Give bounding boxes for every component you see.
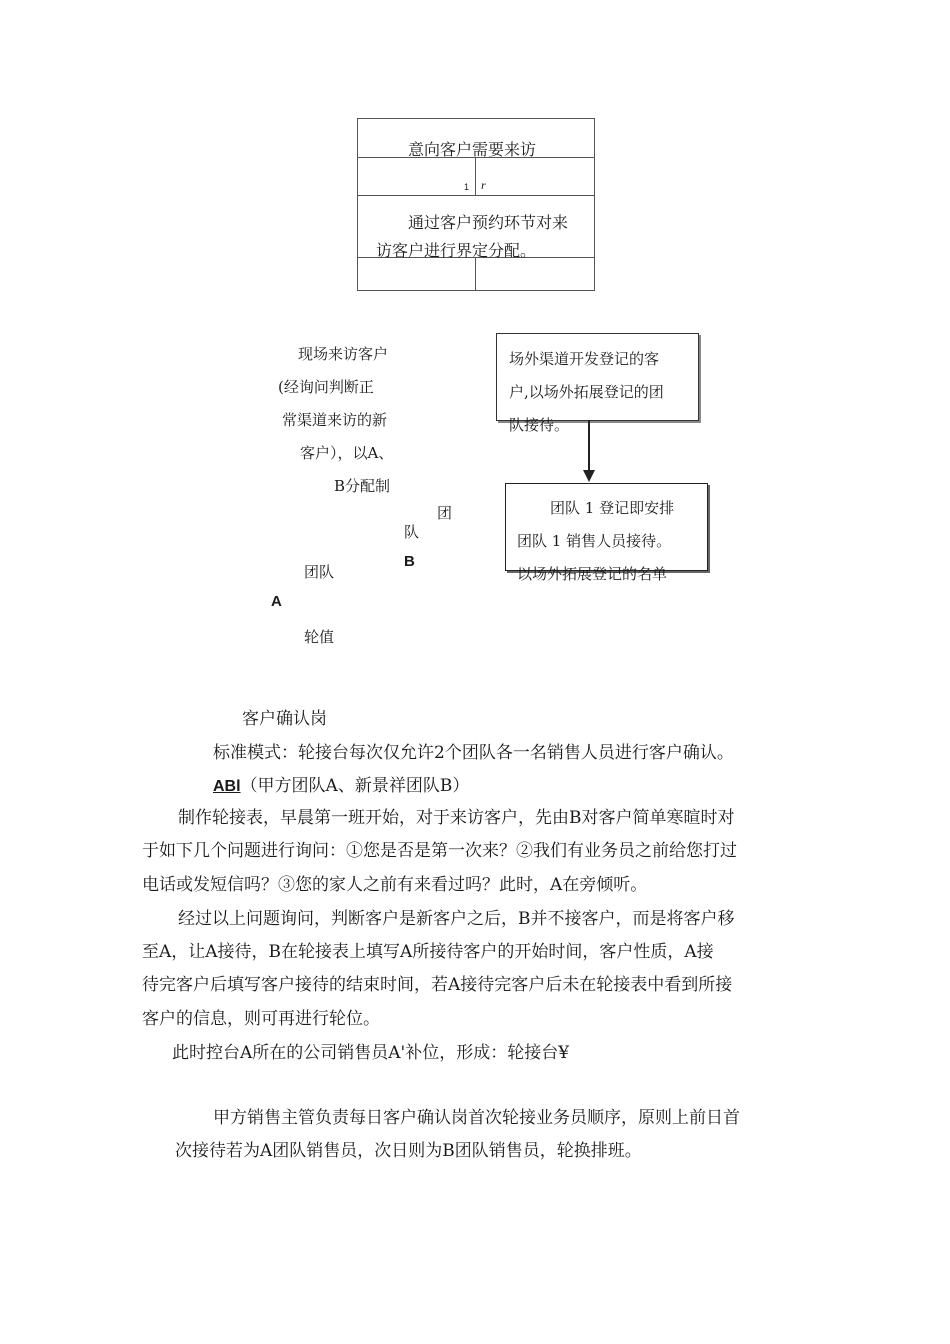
section-heading: 客户确认岗 — [242, 709, 327, 729]
team-b-label: 团 — [437, 504, 453, 522]
box-text: 户,以场外拓展登记的团 — [509, 383, 664, 401]
paragraph-line: 待完客户后填写客户接待的结束时间，若A接待完客户后未在轮接表中看到所接 — [142, 975, 733, 995]
team-a-label: A — [271, 593, 282, 610]
flow-text: (经询问判断正 — [278, 378, 374, 396]
paragraph-line: 制作轮接表，早晨第一班开始，对于来访客户，先由B对客户简单寒暄时对 — [178, 808, 735, 828]
arrow-head-icon — [583, 470, 595, 482]
paragraph-line: 甲方销售主管负责每日客户确认岗首次轮接业务员顺序，原则上前日首 — [213, 1108, 740, 1128]
paragraph-line: 于如下几个问题进行询问：①您是否是第一次来？②我们有业务员之前给您打过 — [142, 841, 737, 861]
ab-text: （甲方团队A、新景祥团队B） — [240, 776, 470, 796]
table-column-divider — [475, 157, 476, 195]
paragraph — [213, 771, 469, 796]
box-text: 团队 1 销售人员接待。 — [517, 532, 672, 550]
table-divider — [358, 195, 594, 196]
paragraph-line: 经过以上问题询问，判断客户是新客户之后，B并不接客户，而是将客户移 — [178, 909, 735, 929]
flow-text: 常渠道来访的新 — [282, 411, 388, 429]
offsite-channel-box — [496, 333, 699, 421]
table-title: 意向客户需要来访 — [408, 140, 537, 159]
flow-text: 现场来访客户 — [298, 345, 389, 363]
flow-text: B分配制 — [334, 477, 391, 495]
box-text: 团队 1 登记即安排 — [550, 499, 675, 517]
paragraph-line: 至A，让A接待，B在轮接表上填写A所接待客户的开始时间，客户性质，A接 — [142, 942, 714, 962]
paragraph-line: 次接待若为A团队销售员，次日则为B团队销售员，轮换排班。 — [175, 1141, 642, 1161]
table-column-divider — [475, 257, 476, 290]
ab-label: ABl — [213, 778, 241, 795]
table-mark: 1 — [464, 182, 470, 192]
paragraph-line: 此时控台A所在的公司销售员A'补位，形成：轮接台¥ — [172, 1043, 570, 1063]
team-b-label: 队 — [404, 523, 420, 541]
team-b-label: B — [404, 553, 415, 570]
flow-table — [357, 118, 595, 291]
team-a-label: 团队 — [304, 563, 335, 581]
table-mark: r — [481, 178, 486, 192]
paragraph-line: 电话或发短信吗？③您的家人之前有来看过吗？此时，A在旁倾听。 — [142, 875, 648, 895]
box-text: 队接待。 — [509, 416, 570, 434]
table-text: 访客户进行界定分配。 — [376, 241, 537, 260]
box-text: 以场外拓展登记的名单 — [517, 565, 668, 583]
rotation-label: 轮值 — [304, 628, 335, 646]
flow-text: 客户），以A、 — [300, 444, 394, 462]
paragraph: 标准模式：轮接台每次仅允许2个团队各一名销售人员进行客户确认。 — [213, 743, 734, 763]
paragraph-line: 客户的信息，则可再进行轮位。 — [142, 1009, 380, 1029]
table-text: 通过客户预约环节对来 — [408, 213, 569, 232]
flow-arrow — [588, 420, 590, 472]
box-text: 场外渠道开发登记的客 — [509, 350, 660, 368]
